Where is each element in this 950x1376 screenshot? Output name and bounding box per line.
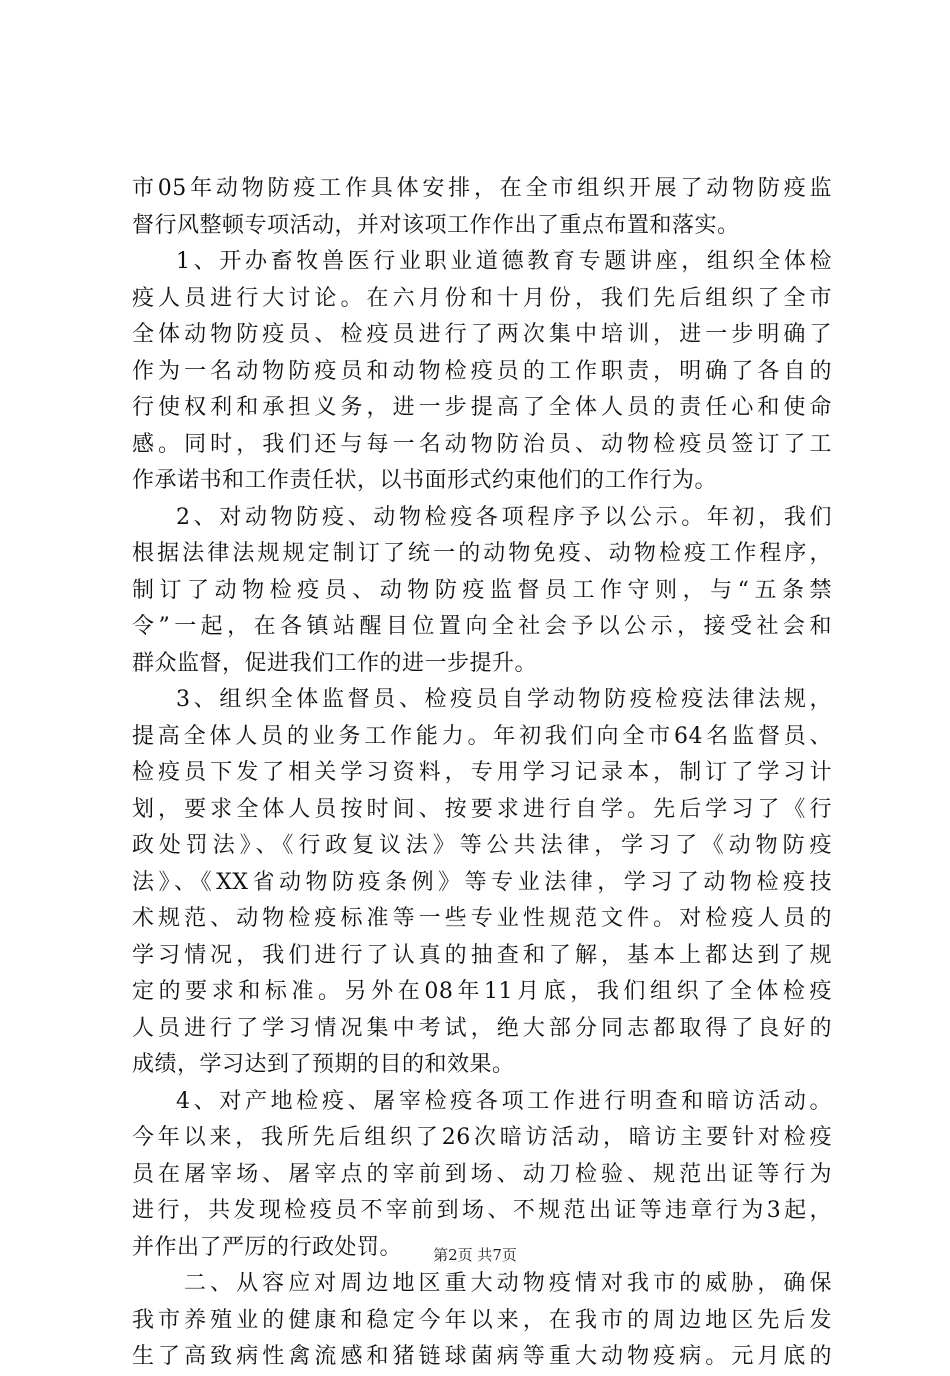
text-line: 术规范、动物检疫标准等一些专业性规范文件。对检疫人员的	[132, 906, 832, 931]
text-line: 法》、《XX省动物防疫条例》等专业法律，学习了动物检疫技	[132, 869, 832, 895]
text-line: 感。同时，我们还与每一名动物防治员、动物检疫员签订了工	[132, 431, 832, 457]
text-line: 学习情况，我们进行了认真的抽查和了解，基本上都达到了规	[132, 942, 832, 968]
text-line: 员在屠宰场、屠宰点的宰前到场、动刀检验、规范出证等行为	[132, 1161, 832, 1187]
text-line: 行使权利和承担义务，进一步提高了全体人员的责任心和使命	[132, 395, 832, 420]
text-line: 督行风整顿专项活动，并对该项工作作出了重点布置和落实。	[132, 212, 740, 238]
section-2-start: 二、从容应对周边地区重大动物疫情对我市的威胁，确保	[184, 1271, 832, 1296]
text-line: 政处罚法》、《行政复议法》等公共法律，学习了《动物防疫	[132, 833, 832, 858]
text-line: 群众监督，促进我们工作的进一步提升。	[132, 650, 538, 676]
text-line: 制订了动物检疫员、动物防疫监督员工作守则，与“五条禁	[132, 577, 832, 603]
paragraph-2-start: 2、对动物防疫、动物检疫各项程序予以公示。年初，我们	[176, 504, 832, 530]
text-line: 市05年动物防疫工作具体安排，在全市组织开展了动物防疫监	[132, 176, 832, 201]
text-line: 生了高致病性禽流感和猪链球菌病等重大动物疫病。元月底的	[132, 1344, 832, 1369]
text-line: 全体动物防疫员、检疫员进行了两次集中培训，进一步明确了	[132, 322, 832, 347]
paragraph-1-start: 1、开办畜牧兽医行业职业道德教育专题讲座，组织全体检	[176, 249, 832, 274]
text-line: 今年以来，我所先后组织了26次暗访活动，暗访主要针对检疫	[132, 1125, 832, 1150]
text-line: 疫人员进行大讨论。在六月份和十月份，我们先后组织了全市	[132, 285, 832, 311]
text-line: 进行，共发现检疫员不宰前到场、不规范出证等违章行为3起，	[132, 1198, 832, 1223]
text-line: 人员进行了学习情况集中考试，绝大部分同志都取得了良好的	[132, 1015, 832, 1041]
page-number-footer: 第2页 共7页	[433, 1246, 517, 1264]
text-line: 作承诺书和工作责任状，以书面形式约束他们的工作行为。	[132, 468, 718, 493]
text-line: 成绩，学习达到了预期的目的和效果。	[132, 1052, 515, 1077]
body-text	[132, 171, 832, 1376]
paragraph-4-start: 4、对产地检疫、屠宰检疫各项工作进行明查和暗访活动。	[176, 1088, 832, 1114]
text-line: 令”一起，在各镇站醒目位置向全社会予以公示，接受社会和	[132, 614, 832, 639]
text-line: 根据法律法规规定制订了统一的动物免疫、动物检疫工作程序，	[132, 541, 832, 566]
text-line: 提高全体人员的业务工作能力。年初我们向全市64名监督员、	[132, 723, 832, 749]
text-line: 我市养殖业的健康和稳定今年以来，在我市的周边地区先后发	[132, 1307, 832, 1333]
text-line: 并作出了严厉的行政处罚。	[132, 1234, 403, 1260]
text-line: 划，要求全体人员按时间、按要求进行自学。先后学习了《行	[132, 796, 832, 822]
paragraph-3-start: 3、组织全体监督员、检疫员自学动物防疫检疫法律法规，	[176, 687, 832, 712]
text-line: 作为一名动物防疫员和动物检疫员的工作职责，明确了各自的	[132, 358, 832, 384]
text-line: 定的要求和标准。另外在08年11月底，我们组织了全体检疫	[132, 979, 832, 1004]
text-line: 检疫员下发了相关学习资料，专用学习记录本，制订了学习计	[132, 760, 832, 785]
